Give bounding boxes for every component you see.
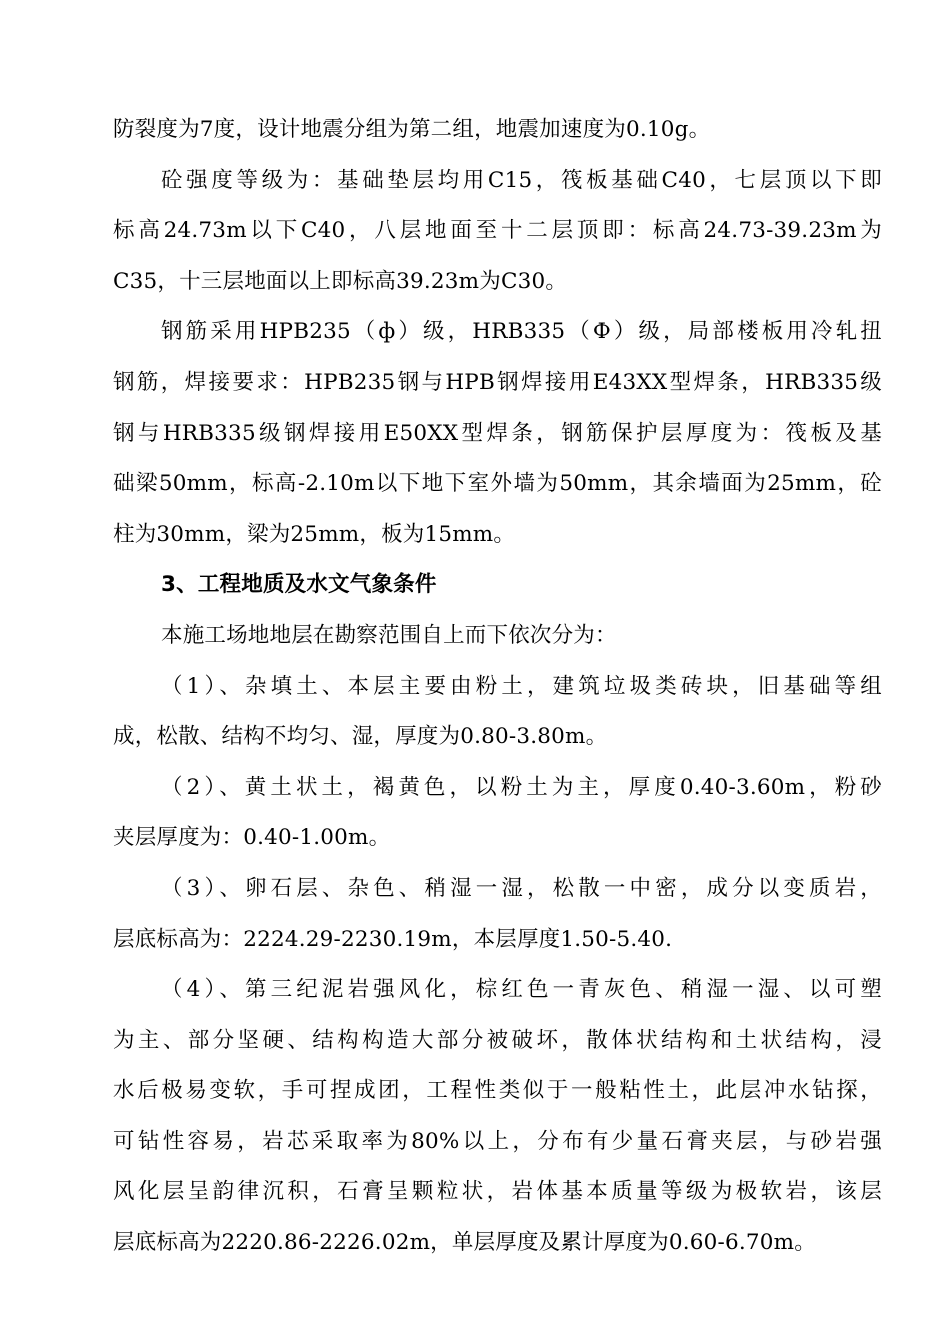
section-heading: 3、工程地质及水文气象条件 — [161, 572, 437, 598]
text-line: C35，十三层地面以上即标高39.23m为C30。 — [113, 268, 568, 294]
text-line: 为主、部分坚硬、结构构造大部分被破坏，散体状结构和土状结构，浸 — [113, 1027, 882, 1053]
text-line: 水后极易变软，手可捏成团，工程性类似于一般粘性土，此层冲水钻探， — [113, 1078, 882, 1104]
text-line: 风化层呈韵律沉积，石膏呈颗粒状，岩体基本质量等级为极软岩，该层 — [113, 1179, 882, 1205]
text-line: （3）、卵石层、杂色、稍湿一湿，松散一中密，成分以变质岩， — [161, 875, 882, 901]
text-line: 钢筋采用HPB235（ф）级，HRB335（Ф）级，局部楼板用冷轧扭 — [161, 319, 882, 345]
text-line: （2）、黄土状土，褐黄色，以粉土为主，厚度0.40-3.60m，粉砂 — [161, 774, 882, 800]
text-line: 标高24.73m以下C40，八层地面至十二层顶即：标高24.73-39.23m为 — [113, 218, 882, 244]
text-line: 柱为30mm，梁为25mm，板为15mm。 — [113, 521, 516, 547]
text-line: 防裂度为7度，设计地震分组为第二组，地震加速度为0.10g。 — [113, 117, 711, 142]
text-line: （1）、杂填土、本层主要由粉土，建筑垃圾类砖块，旧基础等组 — [161, 673, 882, 699]
text-line: 成，松散、结构不均匀、湿，厚度为0.80-3.80m。 — [113, 724, 608, 750]
text-line: 本施工场地地层在勘察范围自上而下依次分为： — [161, 622, 617, 648]
text-line: 砼强度等级为：基础垫层均用C15，筏板基础C40，七层顶以下即 — [161, 167, 882, 193]
text-line: 可钻性容易，岩芯采取率为80%以上，分布有少量石膏夹层，与砂岩强 — [113, 1128, 882, 1154]
text-line: 钢与HRB335级钢焊接用E50XX型焊条，钢筋保护层厚度为：筏板及基 — [113, 420, 882, 446]
text-line: 层底标高为：2224.29-2230.19m，本层厚度1.50-5.40. — [113, 926, 673, 952]
text-line: 夹层厚度为：0.40-1.00m。 — [113, 825, 391, 851]
text-line: （4）、第三纪泥岩强风化，棕红色一青灰色、稍湿一湿、以可塑 — [161, 977, 882, 1003]
text-line: 层底标高为2220.86-2226.02m，单层厚度及累计厚度为0.60-6.70m。 — [113, 1230, 816, 1256]
text-line: 础梁50mm，标高-2.10m以下地下室外墙为50mm，其余墙面为25mm，砼 — [113, 471, 882, 497]
text-line: 钢筋，焊接要求：HPB235钢与HPB钢焊接用E43XX型焊条，HRB335级 — [113, 369, 882, 395]
